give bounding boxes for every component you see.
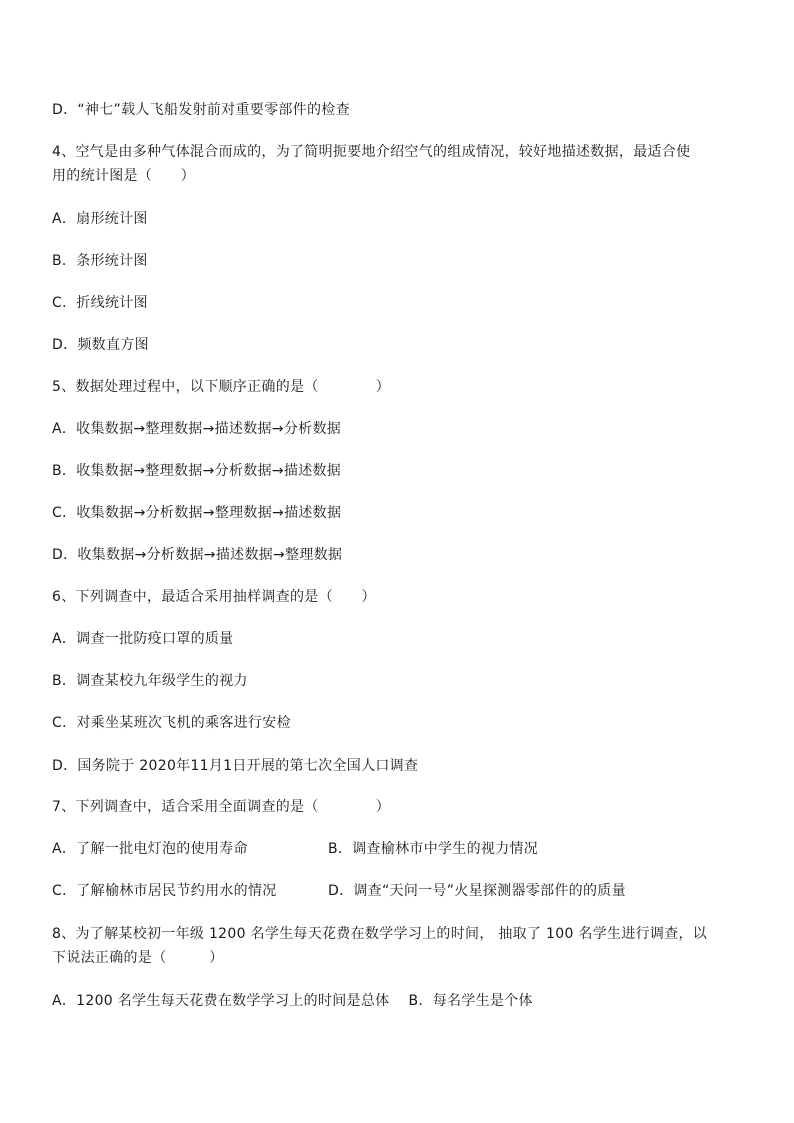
q6-option-d: D．国务院于 2020年11月1日开展的第七次全国人口调查 bbox=[52, 758, 419, 774]
q4-option-a: A．扇形统计图 bbox=[52, 211, 148, 227]
q5-stem: 5、数据处理过程中，以下顺序正确的是（ ） bbox=[52, 379, 391, 395]
q7-stem: 7、下列调查中，适合采用全面调查的是（ ） bbox=[52, 799, 391, 815]
q6-stem: 6、下列调查中，最适合采用抽样调查的是（ ） bbox=[52, 589, 376, 605]
q4-option-c: C．折线统计图 bbox=[52, 295, 148, 311]
q3-option-d: D．“神七”载人飞船发射前对重要零部件的检查 bbox=[52, 102, 350, 118]
q5-option-d: D．收集数据→分析数据→描述数据→整理数据 bbox=[52, 547, 343, 563]
q5-option-c: C．收集数据→分析数据→整理数据→描述数据 bbox=[52, 505, 342, 521]
q5-option-b: B．收集数据→整理数据→分析数据→描述数据 bbox=[52, 463, 342, 479]
q7-option-c: C．了解榆林市居民节约用水的情况 bbox=[52, 883, 277, 899]
q5-option-a: A．收集数据→整理数据→描述数据→分析数据 bbox=[52, 421, 342, 437]
q4-stem-line1: 4、空气是由多种气体混合而成的，为了简明扼要地介绍空气的组成情况，较好地描述数据，最适合使 bbox=[52, 144, 691, 160]
q8-option-ab: A．1200 名学生每天花费在数学学习上的时间是总体 B．每名学生是个体 bbox=[52, 993, 533, 1009]
q8-stem-line2: 下说法正确的是（ ） bbox=[52, 950, 224, 966]
q6-option-b: B．调查某校九年级学生的视力 bbox=[52, 673, 248, 689]
q6-option-a: A．调查一批防疫口罩的质量 bbox=[52, 631, 234, 647]
q7-option-a: A．了解一批电灯泡的使用寿命 bbox=[52, 841, 248, 857]
q4-stem-line2: 用的统计图是（ ） bbox=[52, 168, 195, 184]
q4-option-d: D．频数直方图 bbox=[52, 337, 149, 353]
q8-stem-line1: 8、为了解某校初一年级 1200 名学生每天花费在数学学习上的时间， 抽取了 100 名学生进行调查，以 bbox=[52, 926, 708, 942]
q4-option-b: B．条形统计图 bbox=[52, 253, 148, 269]
q7-option-b: B．调查榆林市中学生的视力情况 bbox=[328, 841, 539, 857]
q7-option-d: D．调查“天问一号”火星探测器零部件的的质量 bbox=[328, 883, 626, 899]
q6-option-c: C．对乘坐某班次飞机的乘客进行安检 bbox=[52, 715, 291, 731]
